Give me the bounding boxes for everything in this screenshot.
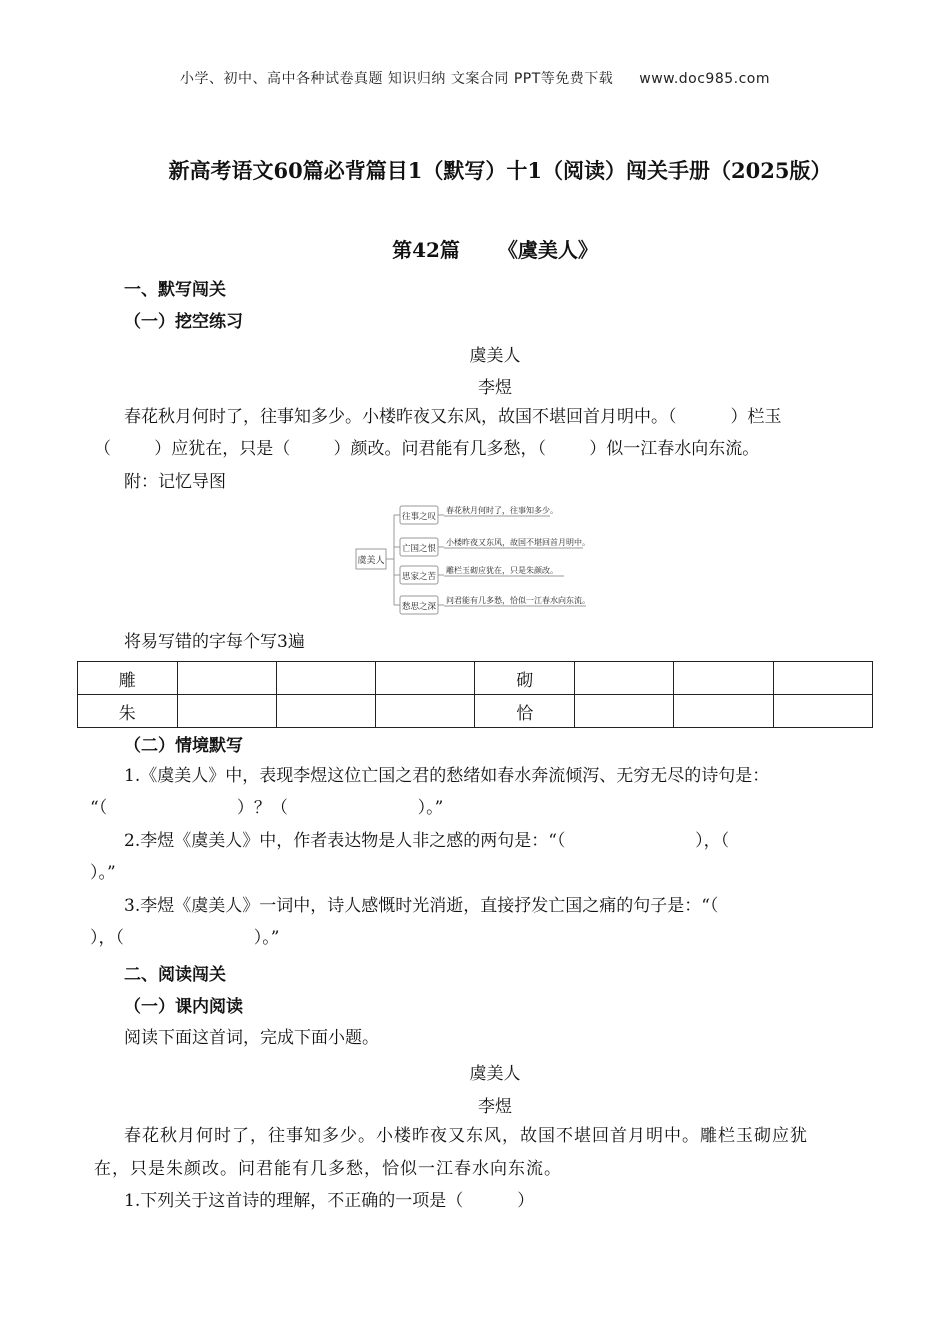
table-cell[interactable] — [674, 662, 773, 695]
table-row — [78, 662, 873, 695]
table-cell: 恰 — [475, 695, 575, 728]
mind-map — [350, 497, 600, 619]
reading-poem-author: 李煜 — [478, 1097, 512, 1117]
table-cell[interactable] — [773, 662, 872, 695]
reading-intro: 阅读下面这首词，完成下面小题。 — [124, 1028, 379, 1048]
question-2: 2.李煜《虞美人》中，作者表达物是人非之感的两句是：“（ ），（ — [124, 831, 730, 851]
sub2-heading: （二）情境默写 — [124, 736, 243, 756]
branch-label: 往事之叹 — [401, 512, 437, 522]
header-text: 小学、初中、高中各种试卷真题 知识归纳 文案合同 PPT等免费下载 — [179, 71, 614, 87]
fill-line-1: 春花秋月何时了，往事知多少。小楼昨夜又东风，故国不堪回首月明中。（ ）栏玉 — [124, 407, 782, 427]
branch-text: 问君能有几多愁，恰似一江春水向东流。 — [446, 596, 590, 605]
question-1-blanks: “（ ）？（ ）。” — [90, 798, 444, 818]
mindmap-branch — [400, 505, 558, 524]
question-1: 1.《虞美人》中，表现李煜这位亡国之君的愁绪如春水奔流倾泻、无穷无尽的诗句是： — [124, 766, 770, 786]
poem-author: 李煜 — [478, 378, 512, 398]
table-cell[interactable] — [177, 695, 276, 728]
reading-sub-heading: （一）课内阅读 — [124, 997, 243, 1017]
poem-title: 虞美人 — [469, 346, 521, 366]
mindmap-branch — [400, 537, 590, 556]
question-2-end: ）。” — [90, 863, 116, 883]
section1-heading: 一、默写闯关 — [124, 280, 226, 300]
mindmap-branch — [400, 565, 564, 584]
fill-line-2: （ ）应犹在，只是（ ）颜改。问君能有几多愁，（ ）似一江春水向东流。 — [94, 439, 760, 459]
section2-heading: 二、阅读闯关 — [124, 965, 226, 985]
page-header — [0, 68, 950, 88]
table-row — [78, 695, 873, 728]
appendix-label: 附：记忆导图 — [124, 472, 226, 492]
table-cell[interactable] — [276, 695, 375, 728]
mindmap-root: 虞美人 — [357, 556, 385, 566]
page-subtitle — [0, 234, 950, 263]
branch-label: 思家之苦 — [401, 572, 437, 582]
sub1-heading: （一）挖空练习 — [124, 312, 243, 332]
table-cell[interactable] — [376, 662, 475, 695]
table-cell[interactable] — [376, 695, 475, 728]
reading-poem-title: 虞美人 — [469, 1064, 521, 1084]
table-cell[interactable] — [773, 695, 872, 728]
table-cell[interactable] — [574, 662, 673, 695]
subtitle-name: 《虞美人》 — [497, 238, 598, 262]
branch-text: 雕栏玉砌应犹在，只是朱颜改。 — [446, 566, 558, 575]
reading-poem-line-1: 春花秋月何时了，往事知多少。小楼昨夜又东风，故国不堪回首月明中。雕栏玉砌应犹 — [124, 1126, 808, 1146]
table-intro: 将易写错的字每个写3遍 — [124, 632, 305, 652]
table-cell: 砌 — [475, 662, 575, 695]
table-cell[interactable] — [574, 695, 673, 728]
practice-table — [77, 661, 873, 728]
header-site[interactable]: www.doc985.com — [639, 71, 771, 87]
branch-text: 春花秋月何时了，往事知多少。 — [446, 506, 558, 515]
question-3: 3.李煜《虞美人》一词中，诗人感慨时光消逝，直接抒发亡国之痛的句子是：“（ — [124, 896, 719, 916]
table-cell: 朱 — [78, 695, 178, 728]
table-cell[interactable] — [276, 662, 375, 695]
mindmap-branch — [400, 595, 590, 614]
branch-label: 愁思之深 — [401, 602, 437, 612]
question-3-end: ），（ ）。” — [90, 928, 280, 948]
table-cell[interactable] — [674, 695, 773, 728]
subtitle-part: 第42篇 — [392, 238, 460, 262]
reading-poem-line-2: 在，只是朱颜改。问君能有几多愁，恰似一江春水向东流。 — [94, 1159, 562, 1179]
table-cell: 雕 — [78, 662, 178, 695]
table-cell[interactable] — [177, 662, 276, 695]
reading-question-1: 1.下列关于这首诗的理解，不正确的一项是（ ） — [124, 1191, 535, 1211]
branch-text: 小楼昨夜又东风，故国不堪回首月明中。 — [446, 538, 590, 547]
page-title: 新高考语文60篇必背篇目1（默写）十1（阅读）闯关手册（2025版） — [168, 158, 832, 183]
branch-label: 亡国之恨 — [401, 544, 437, 554]
